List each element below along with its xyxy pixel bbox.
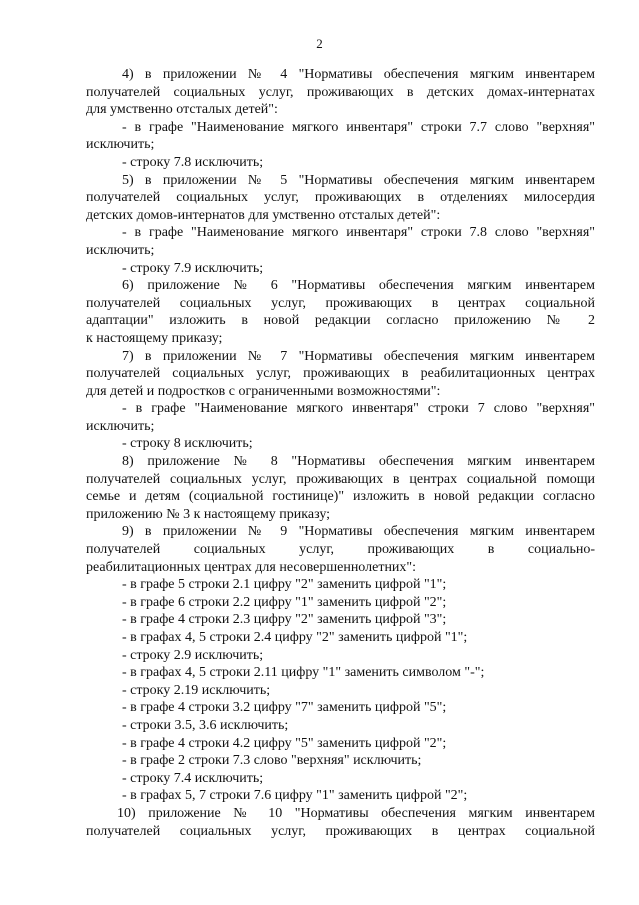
text-line: - в графе 4 строки 4.2 цифру "5" заменить цифрой "2"; xyxy=(122,735,447,751)
text-line: 6) приложение № 6 "Нормативы обеспечения мягким инвентарем xyxy=(122,278,595,294)
text-line: 4) в приложении № 4 "Нормативы обеспечения мягким инвентарем xyxy=(122,67,595,82)
text-line: - в графе 4 строки 2.3 цифру "2" заменить цифрой "3"; xyxy=(122,612,447,628)
text-line: исключить; xyxy=(86,242,155,258)
text-line: - в графе "Наименование мягкого инвентаря" строки 7.8 слово "верхняя" xyxy=(122,225,595,241)
text-line: - в графе 6 строки 2.2 цифру "1" заменить цифрой "2"; xyxy=(122,594,447,610)
text-line: детских домов-интернатов для умственно отсталых детей": xyxy=(86,207,441,223)
text-line: - строку 7.9 исключить; xyxy=(122,260,264,276)
text-line: - строку 2.19 исключить; xyxy=(122,682,271,698)
text-line: для детей и подростков с ограниченными возможностями": xyxy=(86,383,441,399)
text-line: - в графе "Наименование мягкого инвентаря" строки 7 слово "верхняя" xyxy=(122,401,595,417)
text-line: - в графах 4, 5 строки 2.4 цифру "2" заменить цифрой "1"; xyxy=(122,630,468,645)
text-line: 9) в приложении № 9 "Нормативы обеспечения мягким инвентарем xyxy=(122,524,595,540)
text-line: адаптации" изложить в новой редакции согласно приложению № 2 xyxy=(86,313,595,329)
text-line: - в графе 4 строки 3.2 цифру "7" заменить цифрой "5"; xyxy=(122,700,447,716)
text-line: 7) в приложении № 7 "Нормативы обеспечения мягким инвентарем xyxy=(122,348,595,364)
text-line: 5) в приложении № 5 "Нормативы обеспечения мягким инвентарем xyxy=(122,172,595,188)
text-line: получателей социальных услуг, проживающих в социально- xyxy=(86,542,595,558)
page-number: 2 xyxy=(316,36,323,51)
text-line: - строку 2.9 исключить; xyxy=(122,647,264,663)
text-line: семье и детям (социальной гостинице)" изложить в новой редакции согласно xyxy=(86,489,595,505)
text-line: получателей социальных услуг, проживающих в центрах социальной xyxy=(86,295,595,311)
text-line: получателей социальных услуг, проживающих в центрах социальной xyxy=(86,823,595,839)
text-line: приложению № 3 к настоящему приказу; xyxy=(86,506,331,522)
text-line: получателей социальных услуг, проживающих в отделениях милосердия xyxy=(86,190,595,206)
text-line: - строку 7.8 исключить; xyxy=(122,154,264,170)
text-line: исключить; xyxy=(86,137,155,153)
text-line: 10) приложение № 10 "Нормативы обеспечения мягким инвентарем xyxy=(117,805,595,821)
document-body xyxy=(86,66,595,840)
text-line: - в графе "Наименование мягкого инвентаря" строки 7.7 слово "верхняя" xyxy=(122,119,595,135)
text-line: - строку 7.4 исключить; xyxy=(122,770,264,786)
text-line: - в графе 2 строки 7.3 слово "верхняя" исключить; xyxy=(122,753,422,769)
text-line: - в графах 4, 5 строки 2.11 цифру "1" заменить символом "-"; xyxy=(122,665,485,681)
text-line: к настоящему приказу; xyxy=(86,330,223,346)
text-line: получателей социальных услуг, проживающих в детских домах-интернатах xyxy=(86,84,595,100)
text-line: - в графах 5, 7 строки 7.6 цифру "1" заменить цифрой "2"; xyxy=(122,788,468,804)
text-line: - строки 3.5, 3.6 исключить; xyxy=(122,717,289,733)
text-line: исключить; xyxy=(86,418,155,434)
text-line: - в графе 5 строки 2.1 цифру "2" заменить цифрой "1"; xyxy=(122,577,447,593)
text-line: для умственно отсталых детей": xyxy=(86,102,278,118)
text-line: реабилитационных центрах для несовершеннолетних": xyxy=(86,559,417,575)
text-line: 8) приложение № 8 "Нормативы обеспечения мягким инвентарем xyxy=(122,454,595,470)
text-line: получателей социальных услуг, проживающих в центрах социальной помощи xyxy=(86,471,595,487)
text-line: получателей социальных услуг, проживающих в реабилитационных центрах xyxy=(86,366,595,382)
text-line: - строку 8 исключить; xyxy=(122,436,253,452)
